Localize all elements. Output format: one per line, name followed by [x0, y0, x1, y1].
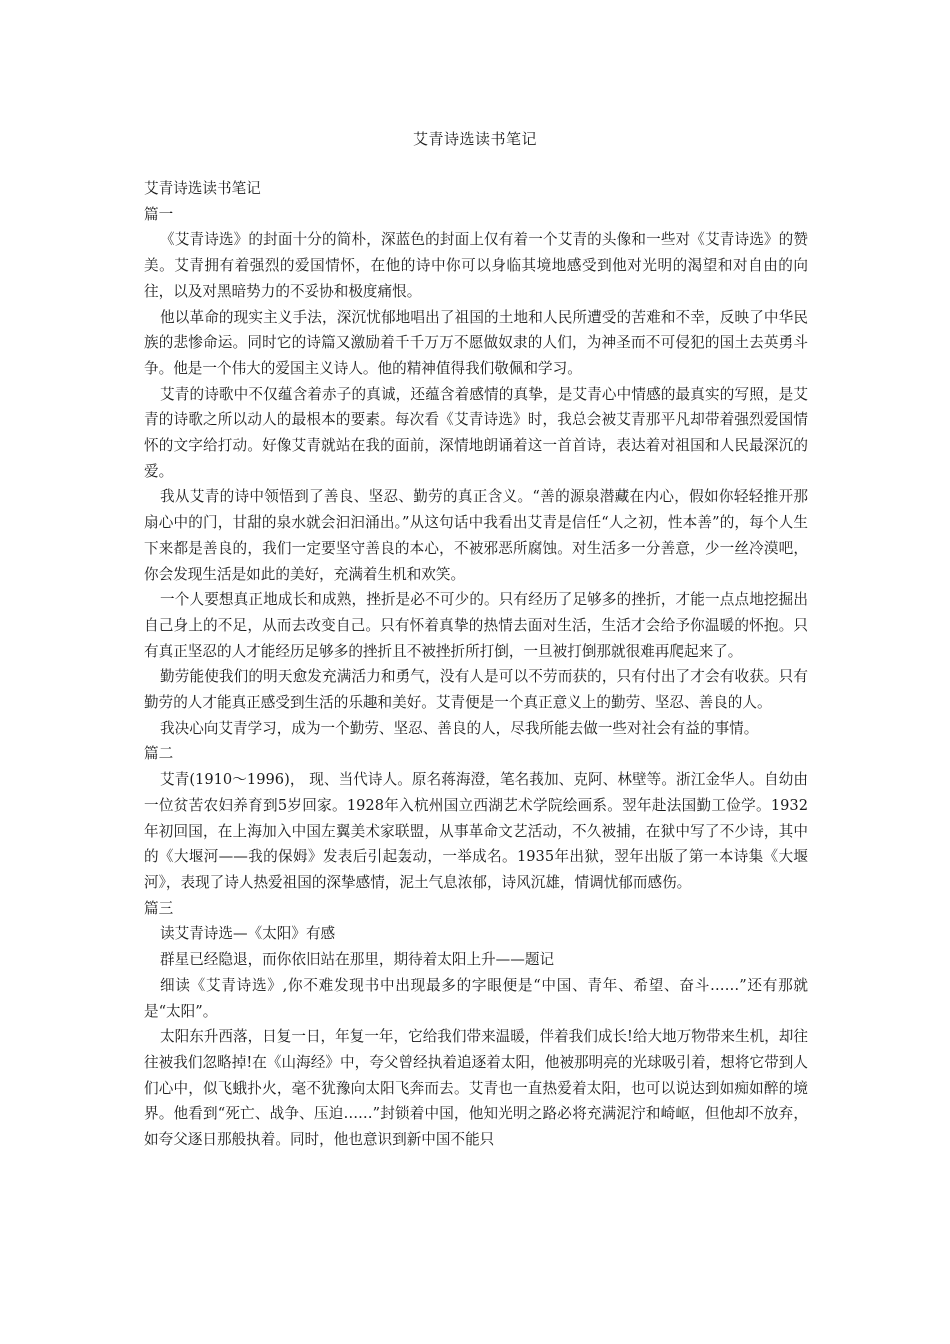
paragraph: 太阳东升西落，日复一日，年复一年，它给我们带来温暖，伴着我们成长!给大地万物带来生机，却往往被我们忽略掉!在《山海经》中，夸父曾经执着追逐着太阳，他被那明亮的光球吸引着，想将它带到人们心中，似飞蛾扑火，毫不犹豫向太阳飞奔而去。艾青也一直热爱着太阳，也可以说达到如痴如醉的境界。他看到“死亡、战争、压迫……”封锁着中国，他知光明之路必将充满泥泞和崎岖，但他却不放弃，如夸父逐日那般执着。同时，他也意识到新中国不能只	[144, 1028, 808, 1149]
body-subtitle: 艾青诗选读书笔记	[144, 180, 261, 197]
document-title: 艾青诗选读书笔记	[412, 130, 537, 148]
paragraph: 《艾青诗选》的封面十分的简朴，深蓝色的封面上仅有着一个艾青的头像和一些对《艾青诗选》的赞美。艾青拥有着强烈的爱国情怀，在他的诗中你可以身临其境地感受到他对光明的渴望和对自由的向往，以及对黑暗势力的不妥协和极度痛恨。	[144, 231, 808, 300]
section-heading-1: 篇一	[144, 205, 174, 223]
paragraph: 一个人要想真正地成长和成熟，挫折是必不可少的。只有经历了足够多的挫折，才能一点点地挖掘出自己身上的不足，从而去改变自己。只有怀着真挚的热情去面对生活，生活才会给予你温暖的怀抱。只有真正坚忍的人才能经历足够多的挫折且不被挫折所打倒，一旦被打倒那就很难再爬起来了。	[144, 591, 808, 660]
section-heading-3: 篇三	[144, 899, 174, 917]
paragraph: 他以革命的现实主义手法，深沉忧郁地唱出了祖国的土地和人民所遭受的苦难和不幸，反映了中华民族的悲惨命运。同时它的诗篇又激励着千千万万不愿做奴隶的人们，为神圣而不可侵犯的国土去英勇斗争。他是一个伟大的爱国主义诗人。他的精神值得我们敬佩和学习。	[144, 308, 808, 377]
paragraph: 我决心向艾青学习，成为一个勤劳、坚忍、善良的人，尽我所能去做一些对社会有益的事情。	[160, 719, 759, 737]
paragraph: 艾青(1910～1996)， 现、当代诗人。原名蒋海澄，笔名莪加、克阿、林壁等。浙江金华人。自幼由一位贫苦农妇养育到5岁回家。1928年入杭州国立西湖艺术学院绘画系。翌年赴法国勤工俭学。1932年初回国，在上海加入中国左翼美术家联盟，从事革命文艺活动，不久被捕，在狱中写了不少诗，其中的《大堰河——我的保姆》发表后引起轰动，一举成名。1935年出狱，翌年出版了第一本诗集《大堰河》，表现了诗人热爱祖国的深挚感情，泥土气息浓郁，诗风沉雄，情调忧郁而感伤。	[144, 771, 808, 891]
document-body	[144, 176, 808, 1153]
paragraph: 细读《艾青诗选》,你不难发现书中出现最多的字眼便是“中国、青年、希望、奋斗……”还有那就是“太阳”。	[144, 976, 808, 1020]
paragraph: 勤劳能使我们的明天愈发充满活力和勇气，没有人是可以不劳而获的，只有付出了才会有收获。只有勤劳的人才能真正感受到生活的乐趣和美好。艾青便是一个真正意义上的勤劳、坚忍、善良的人。	[144, 668, 808, 712]
paragraph: 群星已经隐退，而你依旧站在那里，期待着太阳上升——题记	[160, 951, 555, 969]
paragraph: 我从艾青的诗中领悟到了善良、坚忍、勤劳的真正含义。“善的源泉潜藏在内心，假如你轻轻推开那扇心中的门，甘甜的泉水就会汩汩涌出。”从这句话中我看出艾青是信任“人之初，性本善”的，每个人生下来都是善良的，我们一定要坚守善良的本心，不被邪恶所腐蚀。对生活多一分善意，少一丝冷漠吧，你会发现生活是如此的美好，充满着生机和欢笑。	[144, 488, 808, 583]
paragraph: 读艾青诗选—《太阳》有感	[160, 925, 336, 943]
paragraph: 艾青的诗歌中不仅蕴含着赤子的真诚，还蕴含着感情的真挚，是艾青心中情感的最真实的写照，是艾青的诗歌之所以动人的最根本的要素。每次看《艾青诗选》时，我总会被艾青那平凡却带着强烈爱国情怀的文字给打动。好像艾青就站在我的面前，深情地朗诵着这一首首诗，表达着对祖国和人民最深沉的爱。	[144, 385, 808, 480]
section-heading-2: 篇二	[144, 745, 174, 763]
